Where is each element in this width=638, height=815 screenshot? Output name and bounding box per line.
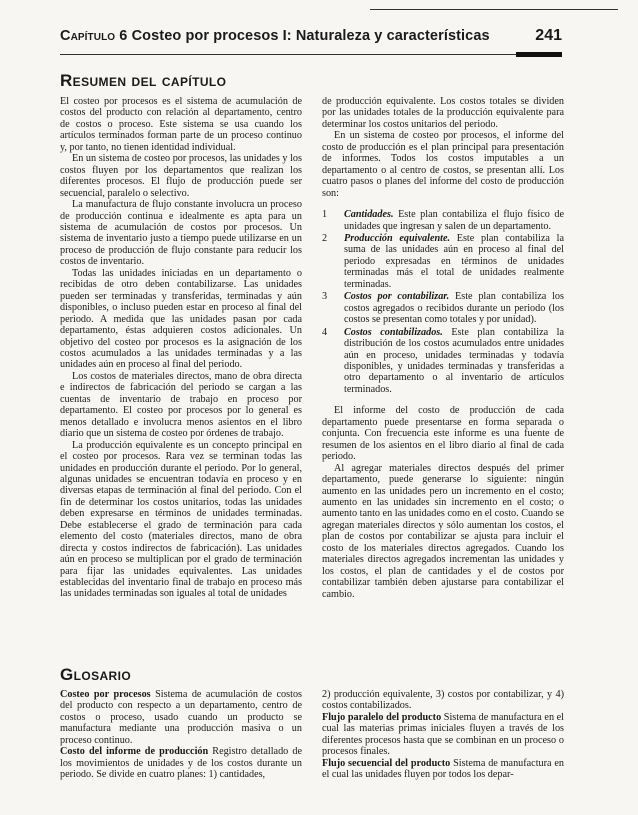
plan-number: 4: [322, 326, 328, 338]
plan-number: 1: [322, 209, 328, 221]
running-header: [60, 27, 562, 49]
summary-right-intro: [322, 96, 564, 199]
glossary-definition: Registro detallado de los movimientos de unidades y de los costos durante un periodo. Se divide en cuatro planes: 1) cantidades,: [60, 746, 302, 781]
plan-body: [344, 233, 564, 290]
paragraph: El informe del costo de producción de cada departamento puede presentarse en forma separada o conjunta. Con frecuencia este informe es una fuente de resumen de los asientos en el libro diario al final de cada periodo.: [322, 405, 564, 463]
glossary-definition: 2) producción equivalente, 3) costos por contabilizar, y 4) costos contabilizados.: [322, 689, 564, 712]
plan-body: [344, 209, 564, 232]
plan-item: [322, 209, 564, 232]
paragraph: En un sistema de costeo por procesos, las unidades y los costos fluyen por los departamentos que realizan los diferentes procesos. El flujo de producción puede ser secuencial, paralelo o selectivo.: [60, 153, 302, 199]
paragraph: El costeo por procesos es el sistema de acumulación de costos del producto con relación al departamento, centro de costos o proceso. Este sistema se usa cuando los artículos terminados forman parte de un proceso continuo y, por tanto, no tienen identidad individual.: [60, 96, 302, 153]
glossary-definition: Sistema de manufactura en el cual las unidades fluyen por todos los depar-: [322, 757, 564, 781]
page-number: 241: [535, 27, 562, 44]
glossary-definition: Sistema de acumulación de costos del producto con respecto a un departamento, centro de costos o proceso, usado cuando un producto se manufactura mediante una producción masiva o un proceso continuo.: [60, 689, 303, 746]
paragraph: En un sistema de costeo por procesos, el informe del costo de producción es el plan principal para presentación de informes. Todos los costos imputables a un departamento o al centro de costos, se presentan allí. Los cuatro pasos o planes del informe del costo de producción son:: [322, 130, 564, 199]
plan-term: Cantidades.: [344, 209, 394, 221]
glossary-term: Costo del informe de producción: [60, 746, 209, 758]
glossary-definition: Sistema de manufactura en el cual las materias primas iniciales fluyen a través de los diferentes procesos hasta que se combinan en un proceso o procesos finales.: [322, 711, 565, 758]
glossary-right-column: [322, 689, 564, 781]
glossary-entry: [322, 689, 564, 712]
plan-term: Costos por contabilizar.: [344, 291, 450, 303]
plan-item: [322, 291, 564, 325]
plan-body: [344, 291, 564, 325]
glossary-entry: [60, 746, 302, 780]
glossary-term: Flujo paralelo del producto: [322, 711, 442, 723]
summary-right-after: [322, 405, 564, 600]
plan-description: Este plan contabiliza la distribución de los costos acumulados entre unidades aún en proceso, unidades terminadas y todavía disponibles, y unidades terminadas y transferidas a otro departamento o al inventario de artículos terminados.: [344, 326, 564, 395]
plan-item: [322, 327, 564, 396]
paragraph: Los costos de materiales directos, mano de obra directa e indirectos de fabricación del periodo se cargan a las cuentas de inventario de trabajo en proceso por departamento. El costeo por procesos por lo general es menos detallado e involucra menos asientos en el libro diario que un sistema de costeo por órdenes de trabajo.: [60, 370, 302, 440]
glossary-entry: [322, 712, 564, 758]
glossary-columns: [60, 689, 564, 781]
plan-term: Producción equivalente.: [344, 232, 451, 244]
summary-left-column: [60, 96, 302, 600]
glossary-entry: [322, 758, 564, 781]
header-rule-bar: [516, 52, 562, 57]
glossary-heading: Glosario: [60, 665, 132, 684]
plan-description: Este plan contabiliza los costos agregados o recibidos durante un periodo (los costos se presentan como totales y por unidad).: [344, 291, 564, 326]
top-edge-line: [370, 9, 618, 10]
paragraph: La manufactura de flujo constante involucra un proceso de producción continua e idealmente es apta para un sistema de acumulación de costos por procesos. Un sistema de inventario justo a tiempo puede utilizarse en un proceso de producción de flujo constante para reducir los costos de inventario.: [60, 199, 302, 268]
summary-columns: [60, 96, 564, 600]
glossary-left-column: [60, 689, 302, 781]
chapter-prefix: Capítulo 6: [60, 28, 128, 44]
glossary-term: Costeo por procesos: [60, 689, 151, 700]
plan-number: 3: [322, 291, 328, 303]
chapter-title-text: Costeo por procesos I: Naturaleza y características: [127, 28, 490, 44]
header-rule: [60, 54, 562, 55]
glossary-term: Flujo secuencial del producto: [322, 757, 451, 769]
chapter-title: [60, 28, 490, 44]
glossary-entry: [60, 689, 302, 746]
plans-list: [322, 209, 564, 395]
plan-item: [322, 233, 564, 290]
plan-description: Este plan contabiliza la suma de las unidades aún en proceso al final del periodo expresadas en términos de unidades terminadas más el total de unidades realmente terminadas.: [344, 232, 564, 290]
summary-heading: Resumen del capítulo: [60, 71, 227, 90]
plan-body: [344, 327, 564, 396]
plan-number: 2: [322, 232, 328, 244]
plan-description: Este plan contabiliza el flujo físico de unidades que ingresan y salen de un departamento.: [344, 209, 564, 232]
summary-right-column: [322, 96, 564, 600]
paragraph: de producción equivalente. Los costos totales se dividen por las unidades totales de la producción equivalente para determinar los costos unitarios del periodo.: [322, 96, 564, 130]
paragraph: Todas las unidades iniciadas en un departamento o recibidas de otro deben contabilizarse. Las unidades pueden ser terminadas y transferidas, terminadas y aún disponibles, o incluso pueden estar en proceso al final del periodo. A medida que las unidades pasan por cada departamento, éstas adquieren costos adicionales. Un objetivo del costeo por procesos es la asignación de los costos acumulados a las unidades terminadas y a las unidades aún en proceso al final del periodo.: [60, 267, 302, 371]
paragraph: Al agregar materiales directos después del primer departamento, puede generarse lo siguiente: ningún aumento en las unidades pero un incremento en el costo; aumento en las unidades sin incremento en el costo; o aumento tanto en las unidades como en el costo. Cuando se agregan materiales directos y sólo aumentan los costos, el plan de costos por contabilizar se ajusta para incluir el costo de los materiales directos agregados. Cuando los materiales directos agregados incrementan las unidades y los costos, el plan de cantidades y el de costos por contabilizar también deben ajustarse para contabilizar el cambio.: [322, 462, 564, 600]
paragraph: La producción equivalente es un concepto principal en el costeo por procesos. Rara vez se terminan todas las unidades en producción durante el periodo. Por lo general, algunas unidades se encuentran todavía en proceso y en diversas etapas de terminación al final del periodo. Con el fin de determinar los costos unitarios, todas las unidades deben expresarse en términos de unidades terminadas. Debe establecerse el grado de terminación para cada elemento del costo (materiales directos, mano de obra directa y costos indirectos de fabricación). Las unidades aún en proceso se multiplican por el grado de terminación para fijar las unidades equivalentes. Las unidades establecidas del inventario final de trabajo en proceso más las unidades terminadas son iguales al total de unidades: [60, 439, 302, 600]
plan-term: Costos contabilizados.: [344, 326, 443, 338]
